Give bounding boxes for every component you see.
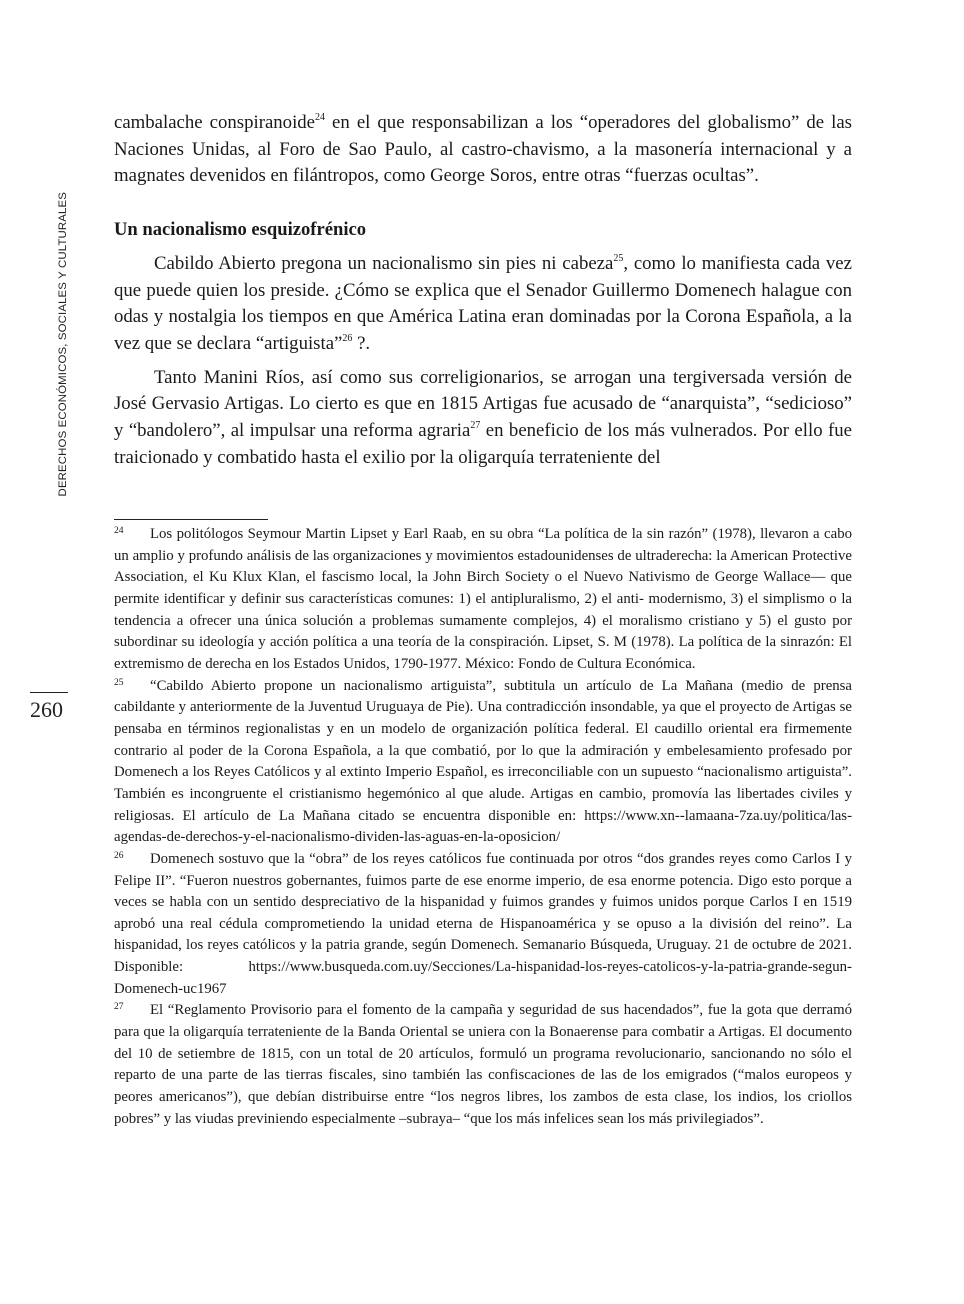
- footnote-ref-24: 24: [315, 112, 326, 123]
- footnote-text: “Cabildo Abierto propone un nacionalismo artiguista”, subtitula un artículo de La Mañana (medio de prensa cabildante y anteriormente de la Juventud Uruguaya de Pie). Una contradicción insondable, ya que el proyecto de Artigas se pensaba en términos regionalistas y en un modelo de organización política federal. El caudillo oriental era firmemente contrario al poder de la Corona Española, a la que combatió, por lo que la admiración y embelesamiento profesado por Domenech a los Reyes Católicos y al extinto Imperio Español, es irreconciliable con un supuesto “nacionalismo artiguista”. También es incongruente el cristianismo hegemónico al que alude. Artigas en cambio, promovía las libertades civiles y religiosas. El artículo de La Mañana citado se encuentra disponible en: https://www.xn--lamaana-7za.uy/politica/las-agendas-de-derechos-y-el-nacionalismo-dividen-las-aguas-en-la-oposicion/: [114, 677, 852, 846]
- footnote-25: 25 “Cabildo Abierto propone un nacionalismo artiguista”, subtitula un artículo de La Mañana (medio de prensa cabildante y anteriormente de la Juventud Uruguaya de Pie). Una contradicción insondable, ya que el proyecto de Artigas se pensaba en términos regionalistas y en un modelo de organización política federal. El caudillo oriental era firmemente contrario al poder de la Corona Española, a la que combatió, por lo que la admiración y embelesamiento profesado por Domenech a los Reyes Católicos y al extinto Imperio Español, es irreconciliable con un supuesto “nacionalismo artiguista”. También es incongruente el cristianismo hegemónico al que alude. Artigas en cambio, promovía las libertades civiles y religiosas. El artículo de La Mañana citado se encuentra disponible en: https://www.xn--lamaana-7za.uy/politica/las-agendas-de-derechos-y-el-nacionalismo-dividen-las-aguas-en-la-oposicion/: [114, 677, 852, 846]
- body-text: [114, 110, 852, 471]
- footnote-separator: [114, 519, 268, 520]
- footnotes: [114, 524, 852, 1130]
- paragraph-1-text-b: en el que responsabilizan a los “operadores del globalismo” de las Naciones Unidas, al Foro de Sao Paulo, al castro-chavismo, a la masonería internacional y a magnates devenidos en filántropos, como George Soros, entre otras “fuerzas ocultas”.: [114, 112, 852, 187]
- footnote-text: El “Reglamento Provisorio para el fomento de la campaña y seguridad de sus hacendados”, fue la gota que derramó para que la oligarquía terrateniente de la Banda Oriental se uniera con la Bonaerense para combatir a Artigas. El documento del 10 de setiembre de 1815, con un total de 20 artículos, formuló un programa revolucionario, sancionando no sólo el reparto de una parte de las tierras fiscales, sino también las confiscaciones de las de los emigrados (“malos europeos y peores americanos”), que debían distribuirse entre “los negros libres, los zambos de esta clase, los indios, los criollos pobres” y las viudas previniendo especialmente –subraya– “que los más infelices sean los más privilegiados”.: [114, 1002, 852, 1127]
- footnote-ref-27: 27: [470, 420, 481, 432]
- paragraph-3-text-a: Tanto Manini Ríos, así como sus correligionarios, se arrogan una tergiversada versión de José Gervasio Artigas. Lo cierto es que en 1815 Artigas fue acusado de “anarquista”, “sedicioso” y “bandolero”, al impulsar una reforma agraria: [114, 366, 852, 442]
- section-heading: Un nacionalismo esquizofrénico: [114, 219, 367, 241]
- footnote-ref-26: 26: [342, 332, 353, 344]
- footnote-26: 26 Domenech sostuvo que la “obra” de los reyes católicos fue continuada por otros “dos grandes reyes como Carlos I y Felipe II”. “Fueron nuestros gobernantes, fuimos parte de ese enorme imperio, de esa enorme potencia. Digo esto porque a veces se habla con un sentido despreciativo de la hispanidad y fuimos grandes y fuimos unidos porque Carlos I en 1519 aprobó una real cédula comprometiendo la unidad eterna de Hispanoamérica y se opuso a la división del reino”. La hispanidad, los reyes católicos y la patria grande, según Domenech. Semanario Búsqueda, Uruguay. 21 de octubre de 2021. Disponible: https://www.busqueda.com.uy/Secciones/La-hispanidad-los-reyes-catolicos-y-la-patria-grande-segun-Domenech-uc1967: [114, 850, 852, 997]
- paragraph-1-text-a: cambalache conspiranoide: [114, 112, 316, 133]
- footnote-ref-25: 25: [613, 252, 624, 264]
- paragraph-1: [114, 110, 852, 190]
- footnote-27: 27 El “Reglamento Provisorio para el fomento de la campaña y seguridad de sus hacendados”, fue la gota que derramó para que la oligarquía terrateniente de la Banda Oriental se uniera con la Bonaerense para combatir a Artigas. El documento del 10 de setiembre de 1815, con un total de 20 artículos, formuló un programa revolucionario, sancionando no sólo el reparto de una parte de las tierras fiscales, sino también las confiscaciones de las de los emigrados (“malos europeos y peores americanos”), que debían distribuirse entre “los negros libres, los zambos de esta clase, los indios, los criollos pobres” y las viudas previniendo especialmente –subraya– “que los más infelices sean los más privilegiados”.: [114, 1002, 852, 1127]
- footnote-24: 24 Los politólogos Seymour Martin Lipset y Earl Raab, en su obra “La política de la sin razón” (1978), llevaron a cabo un amplio y profundo análisis de las organizaciones y movimientos estadounidenses de ultraderecha: la American Protective Association, el Ku Klux Klan, el fascismo local, la John Birch Society o el Nuevo Nativismo de George Wallace— que permite identificar y definir sus características comunes: 1) el antipluralismo, 2) el anti- modernismo, 3) el simplismo o la tendencia a ofrecer una única solución a problemas sumamente complejos, 4) el moralismo cristiano y 5) el gusto por subordinar su ideología y acción política a una teoría de la conspiración. Lipset, S. M (1978). La política de la sinrazón: El extremismo de derecha en los Estados Unidos, 1790-1977. México: Fondo de Cultura Económica.: [114, 526, 852, 672]
- paragraph-2-text-a: Cabildo Abierto pregona un nacionalismo sin pies ni cabeza: [154, 252, 614, 274]
- paragraph-2: [114, 251, 852, 358]
- paragraph-3-text-b: en beneficio de los más vulnerados. Por ello fue traicionado y combatido hasta el exilio por la oligarquía terrateniente del: [114, 420, 853, 468]
- paragraph-2-text-c: ?.: [352, 332, 371, 354]
- page-number-rule: [30, 692, 68, 693]
- page-number: 260: [30, 697, 63, 722]
- side-section-label: DERECHOS ECONÓMICOS, SOCIALES Y CULTURALES: [57, 192, 69, 497]
- paragraph-2-text-b: , como lo manifiesta cada vez que puede quien los preside. ¿Cómo se explica que el Senador Guillermo Domenech halague con odas y nostalgia los tiempos en que América Latina eran dominadas por la Corona Española, a la vez que se declara “artiguista”: [114, 252, 852, 354]
- footnote-text: Domenech sostuvo que la “obra” de los reyes católicos fue continuada por otros “dos grandes reyes como Carlos I y Felipe II”. “Fueron nuestros gobernantes, fuimos parte de ese enorme imperio, de esa enorme potencia. Digo esto porque a veces se habla con un sentido despreciativo de la hispanidad y fuimos grandes y fuimos unidos porque Carlos I en 1519 aprobó una real cédula comprometiendo la unidad eterna de Hispanoamérica y se opuso a la división del reino”. La hispanidad, los reyes católicos y la patria grande, según Domenech. Semanario Búsqueda, Uruguay. 21 de octubre de 2021. Disponible: https://www.busqueda.com.uy/Secciones/La-hispanidad-los-reyes-catolicos-y-la-patria-grande-segun-Domenech-uc1967: [114, 850, 852, 997]
- paragraph-3: [114, 365, 852, 472]
- footnote-text: Los politólogos Seymour Martin Lipset y Earl Raab, en su obra “La política de la sin razón” (1978), llevaron a cabo un amplio y profundo análisis de las organizaciones y movimientos estadounidenses de ultraderecha: la American Protective Association, el Ku Klux Klan, el fascismo local, la John Birch Society o el Nuevo Nativismo de George Wallace— que permite identificar y definir sus características comunes: 1) el antipluralismo, 2) el anti- modernismo, 3) el simplismo o la tendencia a ofrecer una única solución a problemas sumamente complejos, 4) el moralismo cristiano y 5) el gusto por subordinar su ideología y acción política a una teoría de la conspiración. Lipset, S. M (1978). La política de la sinrazón: El extremismo de derecha en los Estados Unidos, 1790-1977. México: Fondo de Cultura Económica.: [114, 526, 852, 672]
